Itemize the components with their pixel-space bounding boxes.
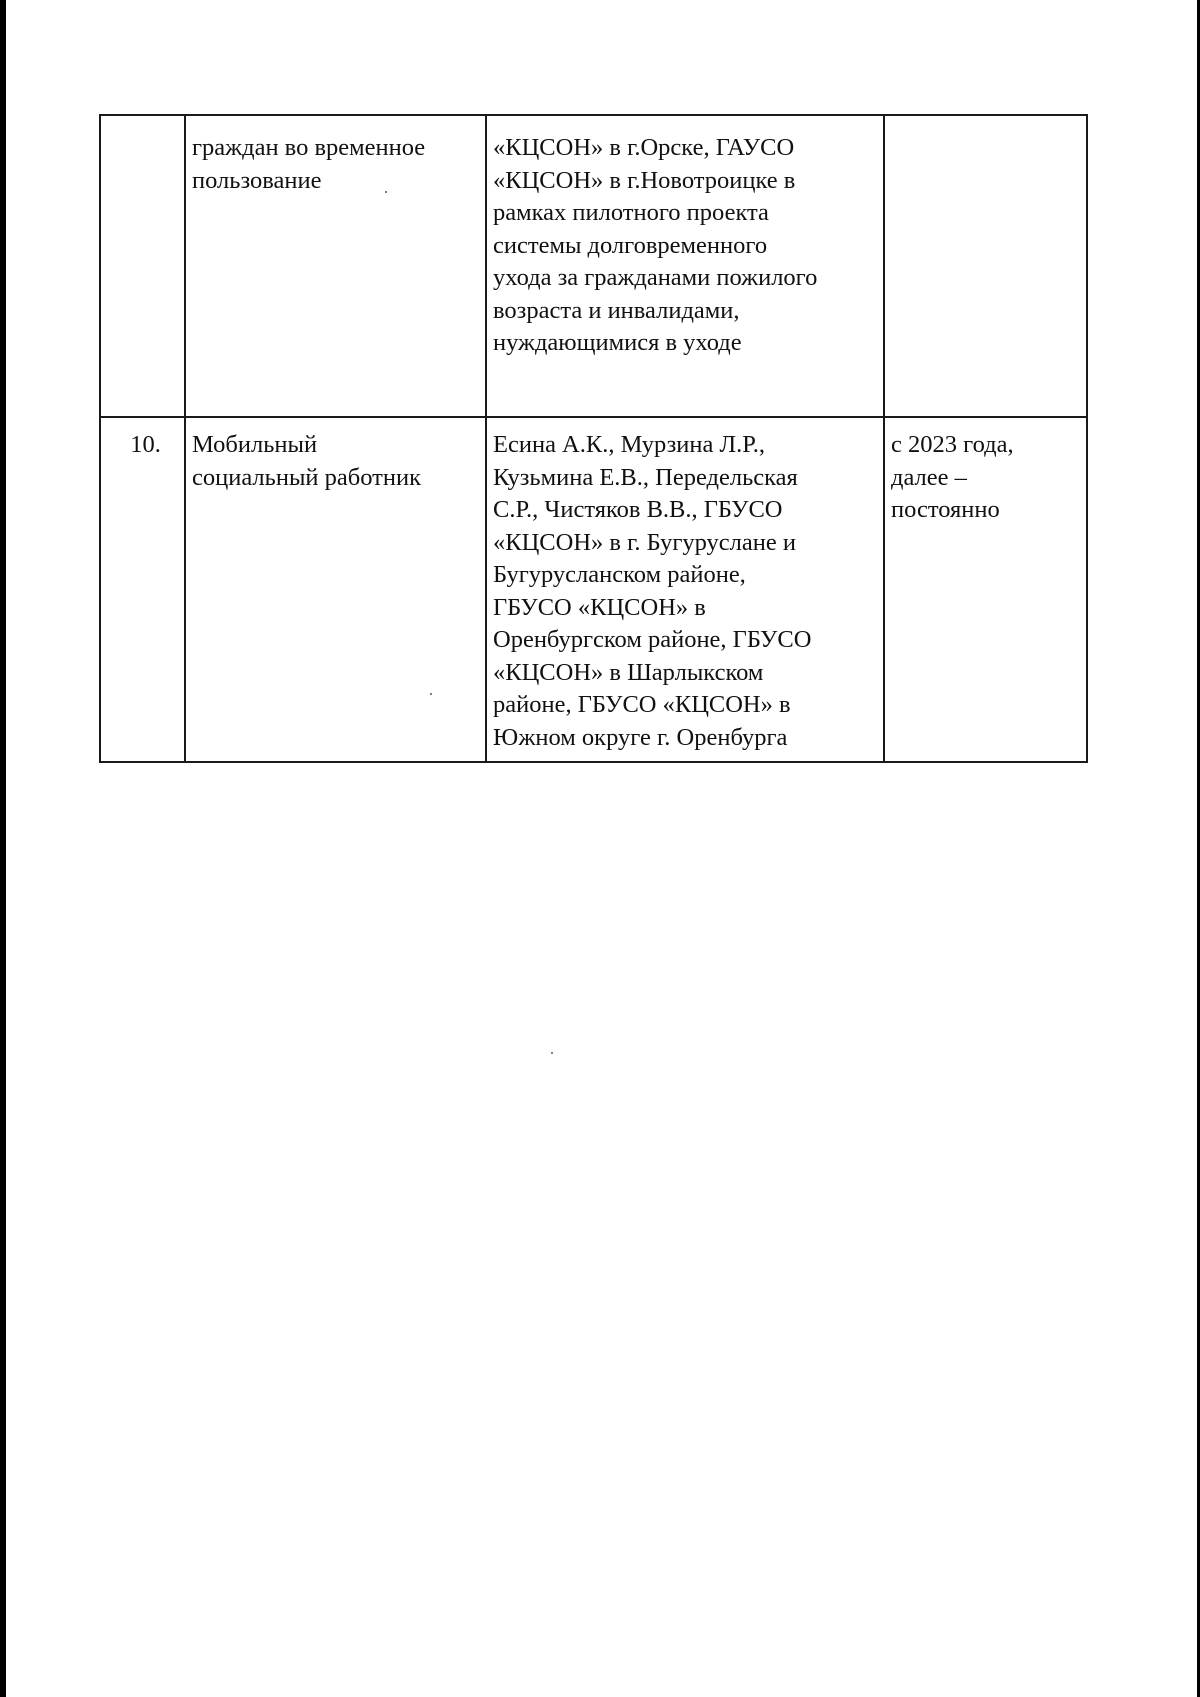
- document-table: [99, 114, 1088, 763]
- table-row: [100, 417, 1087, 762]
- measure-name-cell: граждан во временное пользование: [185, 115, 486, 417]
- period-cell: [884, 115, 1087, 417]
- scan-speck: [551, 1052, 553, 1054]
- row-number-cell: [100, 417, 185, 762]
- period-cell: с 2023 года, далее – постоянно: [884, 417, 1087, 762]
- row-number-cell: [100, 115, 185, 417]
- document-table-wrapper: [99, 114, 1088, 763]
- executors-cell: Есина А.К., Мурзина Л.Р., Кузьмина Е.В., Передельская С.Р., Чистяков В.В., ГБУСО «КЦСОН» в г. Бугуруслане и Бугурусланском районе, ГБУСО «КЦСОН» в Оренбургском районе, ГБУСО «КЦСОН» в Шарлыкском районе, ГБУСО «КЦСОН» в Южном округе г. Оренбурга: [486, 417, 884, 762]
- executors-cell: «КЦСОН» в г.Орске, ГАУСО «КЦСОН» в г.Новотроицке в рамках пилотного проекта системы долговременного ухода за гражданами пожилого возраста и инвалидами, нуждающимися в уходе: [486, 115, 884, 417]
- scan-edge-left: [0, 0, 6, 1697]
- measure-name-cell: Мобильный социальный работник: [185, 417, 486, 762]
- row-number: 10.: [130, 431, 161, 458]
- table-row: [100, 115, 1087, 417]
